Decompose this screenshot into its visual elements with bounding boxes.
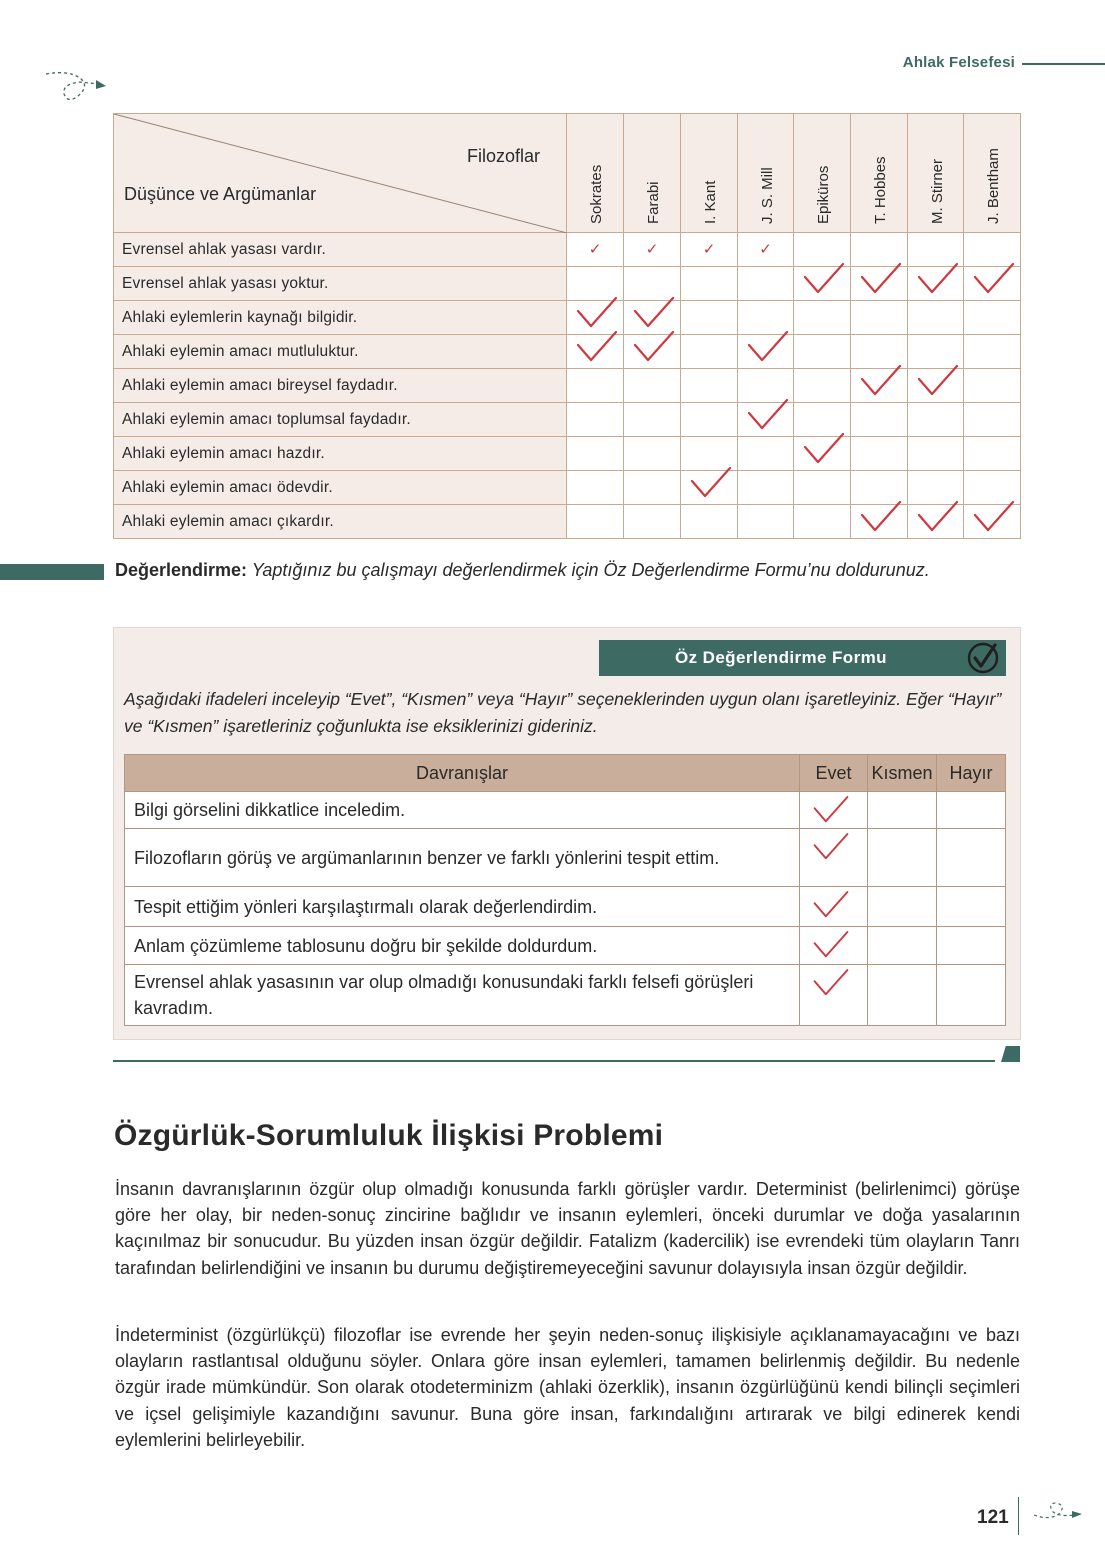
small-check-mark-icon: ✓	[702, 241, 716, 258]
check-mark-icon	[689, 465, 733, 501]
matrix-cell	[567, 505, 624, 539]
self-assessment-table	[124, 754, 1006, 1026]
check-mark-icon	[916, 363, 960, 399]
matrix-row-label: Ahlaki eylemin amacı ödevdir.	[114, 471, 567, 505]
panel-bottom-rule	[113, 1060, 995, 1062]
matrix-cell	[908, 369, 964, 403]
matrix-cell	[964, 335, 1021, 369]
dotted-arrow-decoration-icon	[40, 68, 110, 108]
matrix-cell	[567, 471, 624, 505]
matrix-row	[114, 267, 1021, 301]
paragraph-indeterminism: İndeterminist (özgürlükçü) filozoflar ise evrende her şeyin neden-sonuç ilişkisiyle açıklanamayacağını ve bazı olayların rastlantısal olduğunu söyler. Onlara göre insan eylemleri, tamamen belirlenmiş değildir. Bu nedenle özgür irade mümkündür. Son olarak otodeterminizm (ahlaki özerklik), insanın özgürlüğünü kendi bilinçli seçimleri ve içsel gelişimiyle kazandığını savunur. Buna göre insan, farkındalığını artırarak ve bilgi edinerek kendi eylemlerini belirleyebilir.	[115, 1325, 1020, 1450]
small-check-mark-icon: ✓	[588, 241, 602, 258]
philosopher-name: Epiküros	[815, 165, 832, 224]
answer-cell-no[interactable]	[937, 829, 1006, 887]
check-mark-icon	[812, 928, 850, 962]
check-mark-icon	[972, 261, 1016, 297]
matrix-row-label: Ahlaki eylemin amacı hazdır.	[114, 437, 567, 471]
philosopher-header-farabi	[624, 114, 681, 233]
matrix-cell	[851, 301, 908, 335]
matrix-cell	[908, 403, 964, 437]
assessment-row	[125, 829, 1006, 887]
assessment-row	[125, 887, 1006, 927]
matrix-cell	[624, 471, 681, 505]
philosopher-name: T. Hobbes	[872, 156, 889, 224]
matrix-cell	[567, 233, 624, 267]
matrix-row-label: Ahlaki eylemin amacı bireysel faydadır.	[114, 369, 567, 403]
column-header-yes: Evet	[800, 755, 868, 792]
check-mark-icon	[812, 966, 850, 1000]
corner-diagonal-line	[114, 114, 567, 233]
check-mark-icon	[802, 261, 846, 297]
running-header-rule	[1022, 63, 1105, 65]
matrix-cell	[738, 505, 794, 539]
matrix-cell	[681, 403, 738, 437]
matrix-row-label: Ahlaki eylemlerin kaynağı bilgidir.	[114, 301, 567, 335]
matrix-cell	[624, 505, 681, 539]
answer-cell-no[interactable]	[937, 792, 1006, 829]
philosopher-header-mill	[738, 114, 794, 233]
philosopher-header-stirner	[908, 114, 964, 233]
answer-cell-partly[interactable]	[868, 829, 937, 887]
matrix-row	[114, 437, 1021, 471]
matrix-row	[114, 505, 1021, 539]
check-mark-icon	[812, 888, 850, 922]
matrix-cell	[851, 403, 908, 437]
check-mark-icon	[632, 295, 676, 331]
matrix-cell	[964, 437, 1021, 471]
philosopher-header-kant	[681, 114, 738, 233]
check-mark-icon	[916, 499, 960, 535]
evaluation-accent-bar	[0, 564, 104, 580]
matrix-cell	[964, 267, 1021, 301]
check-mark-icon	[812, 793, 850, 827]
page-number-rule	[1018, 1497, 1019, 1535]
matrix-cell	[681, 267, 738, 301]
page-number: 121	[977, 1507, 1009, 1528]
answer-cell-no[interactable]	[937, 927, 1006, 965]
check-mark-icon	[916, 261, 960, 297]
check-mark-icon	[746, 397, 790, 433]
answer-cell-yes[interactable]	[800, 965, 868, 1026]
corner-label-ideas: Düşünce ve Argümanlar	[124, 184, 317, 204]
matrix-row-label: Evrensel ahlak yasası vardır.	[114, 233, 567, 267]
matrix-cell	[738, 267, 794, 301]
check-mark-icon	[859, 363, 903, 399]
assessment-row	[125, 927, 1006, 965]
matrix-cell	[964, 369, 1021, 403]
matrix-cell	[794, 505, 851, 539]
matrix-cell	[681, 335, 738, 369]
philosopher-name: M. Stirner	[928, 158, 946, 224]
matrix-cell	[624, 403, 681, 437]
matrix-cell	[567, 437, 624, 471]
matrix-cell	[851, 505, 908, 539]
matrix-corner-cell	[114, 114, 567, 233]
philosophers-matrix-table	[113, 113, 1021, 539]
matrix-cell	[964, 505, 1021, 539]
check-mark-icon	[972, 499, 1016, 535]
matrix-cell	[794, 335, 851, 369]
assessment-row	[125, 965, 1006, 1026]
answer-cell-no[interactable]	[937, 965, 1006, 1026]
philosopher-header-epikuros	[794, 114, 851, 233]
matrix-cell	[908, 267, 964, 301]
matrix-cell	[681, 505, 738, 539]
matrix-cell	[794, 301, 851, 335]
matrix-cell	[738, 233, 794, 267]
philosopher-name: I. Kant	[702, 180, 719, 224]
matrix-cell	[624, 335, 681, 369]
answer-cell-partly[interactable]	[868, 792, 937, 829]
matrix-cell	[681, 369, 738, 403]
philosopher-name: J. S. Mill	[758, 167, 776, 224]
corner-label-philosophers: Filozoflar	[466, 146, 540, 166]
check-mark-icon	[859, 499, 903, 535]
matrix-cell	[567, 335, 624, 369]
assessment-statement: Filozofların görüş ve argümanlarının benzer ve farklı yönlerini tespit ettim.	[125, 829, 800, 887]
matrix-cell	[908, 437, 964, 471]
matrix-cell	[681, 301, 738, 335]
matrix-cell	[851, 437, 908, 471]
matrix-cell	[964, 301, 1021, 335]
small-check-mark-icon: ✓	[645, 241, 659, 258]
matrix-cell	[794, 369, 851, 403]
answer-cell-yes[interactable]	[800, 829, 868, 887]
matrix-row-label: Evrensel ahlak yasası yoktur.	[114, 267, 567, 301]
matrix-cell	[794, 471, 851, 505]
matrix-cell	[681, 233, 738, 267]
answer-cell-partly[interactable]	[868, 965, 937, 1026]
matrix-cell	[624, 437, 681, 471]
matrix-cell	[851, 369, 908, 403]
assessment-statement: Tespit ettiğim yönleri karşılaştırmalı olarak değerlendirdim.	[125, 887, 800, 927]
answer-cell-no[interactable]	[937, 887, 1006, 927]
check-mark-icon	[802, 431, 846, 467]
matrix-row-label: Ahlaki eylemin amacı toplumsal faydadır.	[114, 403, 567, 437]
self-assessment-banner: Öz Değerlendirme Formu	[599, 640, 1006, 676]
column-header-no: Hayır	[937, 755, 1006, 792]
check-mark-icon	[812, 830, 850, 864]
matrix-row-label: Ahlaki eylemin amacı çıkardır.	[114, 505, 567, 539]
column-header-partly: Kısmen	[868, 755, 937, 792]
assessment-row	[125, 792, 1006, 829]
check-mark-icon	[632, 329, 676, 365]
self-assessment-instructions: Aşağıdaki ifadeleri inceleyip “Evet”, “Kısmen” veya “Hayır” seçeneklerinden uygun olanı işaretleyiniz. Eğer “Hayır” ve “Kısmen” işaretleriniz çoğunlukta ise eksiklerinizi gideriniz.	[124, 689, 1002, 736]
column-header-behaviors: Davranışlar	[125, 755, 800, 792]
check-mark-icon	[746, 329, 790, 365]
paragraph-determinism: İnsanın davranışlarının özgür olup olmadığı konusunda farklı görüşler vardır. Determinist (belirlenimci) görüşe göre her olay, bir neden-sonuç zincirine bağlıdır ve insanın eylemleri, önceki durumlar ve doğa yasalarının kaçınılmaz bir sonucudur. Bu yüzden insan özgür değildir. Fatalizm (kadercilik) ise evrendeki tüm olayların Tanrı tarafından belirlendiğini ve insanın bu durumu değiştiremeyeceğini savunur dolayısıyla insan özgür değildir.	[115, 1179, 1020, 1278]
assessment-statement: Anlam çözümleme tablosunu doğru bir şekilde doldurdum.	[125, 927, 800, 965]
answer-cell-yes[interactable]	[800, 792, 868, 829]
matrix-cell	[567, 403, 624, 437]
evaluation-label: Değerlendirme:	[115, 560, 248, 580]
evaluation-note	[115, 557, 995, 584]
answer-cell-yes[interactable]	[800, 887, 868, 927]
philosopher-name: Sokrates	[588, 164, 605, 224]
matrix-cell	[794, 267, 851, 301]
matrix-cell	[908, 301, 964, 335]
dotted-arrow-decoration-icon	[1030, 1493, 1085, 1523]
matrix-cell	[738, 403, 794, 437]
matrix-cell	[738, 437, 794, 471]
check-mark-icon	[859, 261, 903, 297]
matrix-cell	[624, 369, 681, 403]
answer-cell-yes[interactable]	[800, 927, 868, 965]
matrix-row	[114, 301, 1021, 335]
matrix-row	[114, 369, 1021, 403]
matrix-cell	[964, 403, 1021, 437]
check-mark-icon	[575, 295, 619, 331]
small-check-mark-icon: ✓	[759, 241, 772, 258]
matrix-cell	[794, 437, 851, 471]
check-mark-icon	[575, 329, 619, 365]
assessment-statement: Bilgi görselini dikkatlice inceledim.	[125, 792, 800, 829]
philosopher-header-bentham	[964, 114, 1021, 233]
answer-cell-partly[interactable]	[868, 887, 937, 927]
matrix-cell	[681, 471, 738, 505]
matrix-cell	[851, 267, 908, 301]
philosopher-header-sokrates	[567, 114, 624, 233]
panel-corner-tab	[1001, 1046, 1020, 1062]
checkmark-circle-icon	[966, 641, 1000, 675]
section-title: Özgürlük-Sorumluluk İlişkisi Problemi	[114, 1119, 664, 1152]
matrix-cell	[738, 335, 794, 369]
answer-cell-partly[interactable]	[868, 927, 937, 965]
philosopher-header-hobbes	[851, 114, 908, 233]
assessment-statement: Evrensel ahlak yasasının var olup olmadığı konusundaki farklı felsefi görüşleri kavradım.	[125, 965, 800, 1026]
matrix-row	[114, 403, 1021, 437]
matrix-row-label: Ahlaki eylemin amacı mutluluktur.	[114, 335, 567, 369]
matrix-cell	[624, 233, 681, 267]
philosopher-name: Farabi	[645, 181, 662, 224]
matrix-cell	[567, 369, 624, 403]
running-header-title: Ahlak Felsefesi	[902, 54, 1015, 71]
matrix-cell	[738, 471, 794, 505]
evaluation-text: Yaptığınız bu çalışmayı değerlendirmek için Öz Değerlendirme Formu’nu doldurunuz.	[247, 560, 930, 580]
philosopher-name: J. Bentham	[985, 148, 1002, 224]
matrix-cell	[908, 505, 964, 539]
